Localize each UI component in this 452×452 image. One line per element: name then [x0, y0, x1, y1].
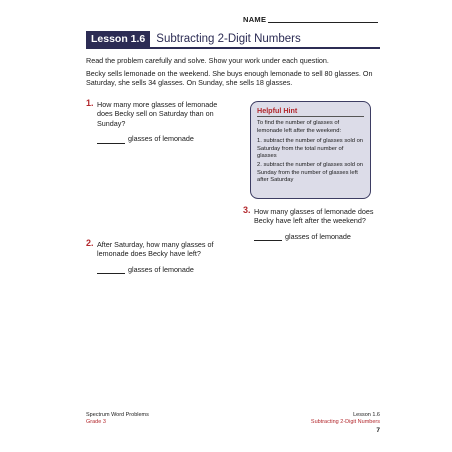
question-text: After Saturday, how many glasses of lemonade does Becky have left?	[97, 240, 214, 259]
lesson-header	[86, 30, 380, 49]
helpful-hint-box	[250, 101, 371, 199]
hint-step: 2. subtract the number of glasses sold on Sunday from the number of glasses left after Saturday	[257, 162, 364, 184]
footer-left	[86, 412, 149, 426]
hint-step: 1. subtract the number of glasses sold on Saturday from the total number of glasses	[257, 138, 364, 160]
answer-blank[interactable]	[97, 272, 125, 274]
footer-lesson: Lesson 1.6	[353, 412, 380, 418]
question-number: 2.	[86, 238, 94, 248]
question-3	[243, 207, 383, 241]
name-label: NAME	[243, 15, 267, 24]
question-text: How many glasses of lemonade does Becky have left after the weekend?	[254, 207, 374, 226]
answer-suffix: glasses of lemonade	[128, 264, 194, 274]
answer-suffix: glasses of lemonade	[128, 134, 194, 144]
question-text: How many more glasses of lemonade does Becky sell on Saturday than on Sunday?	[97, 100, 218, 128]
page-number: 7	[376, 427, 380, 434]
name-line[interactable]	[268, 22, 378, 23]
question-1	[86, 100, 226, 144]
answer-blank[interactable]	[254, 239, 282, 241]
footer-right	[311, 412, 380, 434]
lesson-badge: Lesson 1.6	[86, 31, 150, 48]
question-2	[86, 240, 226, 274]
story-problem: Becky sells lemonade on the weekend. She buys enough lemonade to sell 80 glasses. On Saturday, she sells 34 glasses. On Sunday, she sells 18 glasses.	[86, 68, 373, 87]
answer-blank[interactable]	[97, 142, 125, 144]
intro	[86, 56, 386, 88]
lesson-title: Subtracting 2-Digit Numbers	[156, 33, 301, 45]
hint-intro: To find the number of glasses of lemonade left after the weekend:	[257, 120, 342, 134]
footer-lesson-title: Subtracting 2-Digit Numbers	[310, 419, 380, 425]
footer-book-title: Spectrum Word Problems	[86, 412, 149, 418]
answer-row	[97, 265, 226, 274]
answer-suffix: glasses of lemonade	[285, 231, 351, 241]
answer-row	[254, 232, 383, 241]
hint-divider	[257, 116, 364, 117]
hint-title: Helpful Hint	[257, 106, 298, 115]
footer-grade: Grade 3	[86, 419, 106, 425]
answer-row	[97, 134, 226, 143]
instructions: Read the problem carefully and solve. Show your work under each question.	[86, 56, 329, 65]
question-number: 1.	[86, 98, 94, 108]
question-number: 3.	[243, 205, 251, 215]
